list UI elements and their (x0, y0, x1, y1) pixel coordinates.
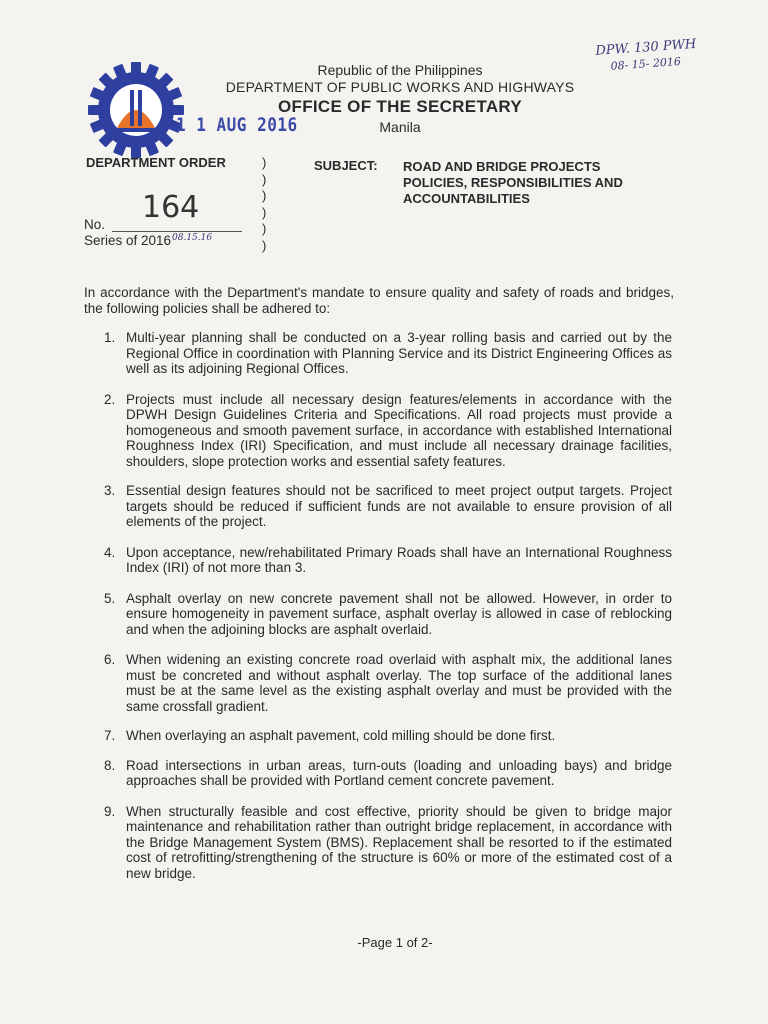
order-number: 164 (142, 190, 200, 225)
paren: ) (262, 204, 267, 220)
policy-item (104, 728, 672, 744)
policy-item-number: 7. (104, 728, 116, 743)
policy-item-text: Asphalt overlay on new concrete pavement shall not be allowed. However, in order to ensure homogeneity in pavement surface, asphalt overlay is allowed in case of reblocking and when the adjoining blocks are asphalt overlaid. (126, 590, 672, 637)
paren: ) (262, 237, 267, 253)
policy-item-text: Projects must include all necessary design features/elements in accordance with the DPWH Design Guidelines Criteria and Specifications. All road projects must provide a homogeneous and smooth pavement surface, in accordance with established International Roughness Index (IRI) Specification, and must include all necessary drainage facilities, shoulders, slope protection works and essential safety features. (126, 391, 672, 469)
policy-item-number: 9. (104, 803, 116, 819)
handwritten-reference (595, 36, 707, 76)
subject-line: ROAD AND BRIDGE PROJECTS (403, 159, 601, 174)
policy-item-number: 2. (104, 391, 116, 407)
policy-item-text: Essential design features should not be sacrificed to meet project output targets. Project targets should be reduced if sufficient funds are not available to ensure provision of all elements of the project. (126, 483, 672, 529)
republic-line: Republic of the Philippines (317, 62, 483, 78)
subject-label: SUBJECT: (314, 158, 378, 173)
policy-item-number: 4. (104, 544, 116, 560)
policy-item-number: 8. (104, 757, 116, 773)
paren: ) (262, 188, 267, 203)
policy-item (104, 804, 672, 882)
department-order-label: DEPARTMENT ORDER (86, 155, 226, 170)
paren: ) (262, 171, 267, 187)
department-line: DEPARTMENT OF PUBLIC WORKS AND HIGHWAYS (225, 79, 575, 95)
subject-line: ACCOUNTABILITIES (403, 191, 530, 206)
handwritten-ref-line1: DPW. 130 PWH (595, 36, 697, 59)
policy-item-text: Upon acceptance, new/rehabilitated Primary Roads shall have an International Roughness Index (IRI) of not more than 3. (126, 544, 672, 575)
policy-item (104, 392, 672, 470)
policy-item-text: Road intersections in urban areas, turn-outs (loading and unloading bays) and bridge approaches shall be provided with Portland cement concrete pavement. (126, 757, 672, 788)
policy-item (104, 545, 672, 576)
policy-item (104, 483, 672, 530)
policy-item (104, 652, 672, 714)
number-underline (112, 231, 242, 232)
policy-item-text: When structurally feasible and cost effective, priority should be given to bridge major maintenance and rehabilitation rather than outright bridge replacement, in accordance with the Bridge Management System (BMS). Replacement shall be resorted to if the estimated cost of retrofitting/strengthening of the structure is 60% or more of the estimated cost of a new bridge. (126, 803, 672, 881)
policy-item-text: When overlaying an asphalt pavement, cold milling should be done first. (126, 728, 556, 743)
subject-text (403, 159, 683, 207)
handwritten-ref-line2: 08- 15- 2016 (610, 54, 682, 73)
paren-column (262, 155, 266, 254)
series-label: Series of 2016 (84, 233, 172, 248)
policy-item (104, 591, 672, 638)
policy-item-number: 6. (104, 652, 116, 667)
policy-item-number: 3. (104, 483, 116, 498)
city-line: Manila (379, 119, 421, 135)
received-date-stamp: 1 1 AUG 2016 (176, 113, 298, 136)
policy-item (104, 758, 672, 789)
subject-line: POLICIES, RESPONSIBILITIES AND (403, 175, 623, 190)
office-line: OFFICE OF THE SECRETARY (278, 97, 522, 116)
no-label: No. (84, 217, 106, 232)
series-handwritten-date: 08.15.16 (172, 233, 213, 243)
intro-paragraph: In accordance with the Department's mandate to ensure quality and safety of roads and bridges, the following policies shall be adhered to: (84, 285, 674, 316)
paren: ) (262, 155, 267, 170)
policy-item (104, 330, 672, 377)
policy-item-number: 5. (104, 590, 116, 606)
dpwh-seal-logo (86, 60, 186, 160)
policy-item-text: When widening an existing concrete road overlaid with asphalt mix, the additional lanes must be concreted and without asphalt overlay. The top surface of the additional lanes must be at the same level as the existing asphalt overlay and must be provided with the same crossfall gradient. (126, 652, 672, 714)
page-number: -Page 1 of 2- (357, 935, 433, 950)
policy-item-text: Multi-year planning shall be conducted on a 3-year rolling basis and carried out by the Regional Office in coordination with Planning Service and its District Engineering Offices as well as its adjoining Regional Offices. (126, 330, 672, 376)
policy-list (104, 330, 672, 881)
paren: ) (262, 221, 267, 236)
policy-item-number: 1. (104, 330, 116, 345)
